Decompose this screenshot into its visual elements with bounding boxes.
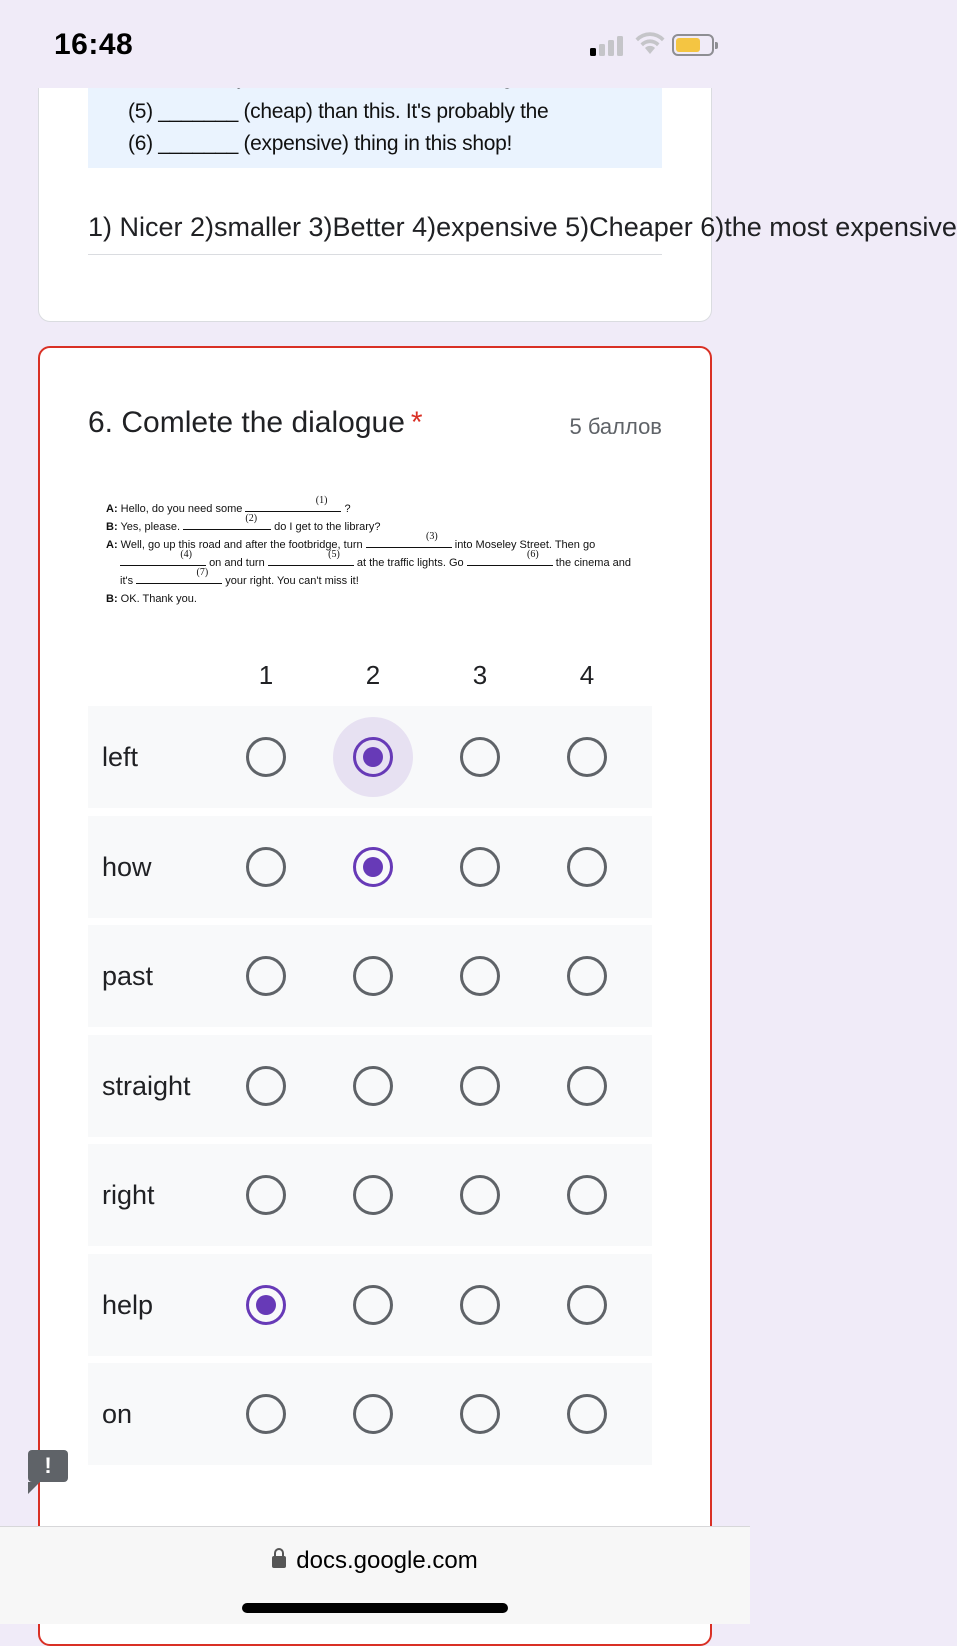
column-header: 2 [365, 660, 381, 690]
dialogue-line: A: Well, go up this road and after the footbridge, turn (3) into Moseley Street. Then go [106, 531, 596, 551]
radio-left-2[interactable] [353, 737, 393, 777]
radio-how-4[interactable] [567, 847, 607, 887]
radio-how-1[interactable] [246, 847, 286, 887]
status-bar [0, 0, 750, 88]
row-label: help [102, 1289, 154, 1320]
radio-straight-1[interactable] [246, 1066, 286, 1106]
exercise-line: (5) _______ (cheap) than this. It's probably the [128, 100, 549, 123]
radio-how-2[interactable] [353, 847, 393, 887]
radio-help-4[interactable] [567, 1285, 607, 1325]
question-card [38, 346, 712, 1646]
question-title-text: 6. Comlete the dialogue [88, 406, 405, 439]
radio-past-2[interactable] [353, 956, 393, 996]
radio-past-1[interactable] [246, 956, 286, 996]
radio-past-4[interactable] [567, 956, 607, 996]
radio-help-2[interactable] [353, 1285, 393, 1325]
radio-help-1[interactable] [246, 1285, 286, 1325]
radio-straight-3[interactable] [460, 1066, 500, 1106]
signal-icon [590, 34, 626, 56]
radio-right-2[interactable] [353, 1175, 393, 1215]
grid-row-left [88, 706, 652, 808]
grid-row-help [88, 1254, 652, 1356]
row-label: how [102, 851, 152, 882]
radio-on-2[interactable] [353, 1394, 393, 1434]
row-label: past [102, 961, 154, 991]
radio-past-3[interactable] [460, 956, 500, 996]
dialogue-line: it's (7) your right. You can't miss it! [120, 567, 359, 587]
radio-right-1[interactable] [246, 1175, 286, 1215]
grid-row-straight [88, 1035, 652, 1137]
row-label: right [102, 1180, 155, 1210]
exercise-line: (6) _______ (expensive) thing in this shop! [128, 132, 513, 155]
question-title [88, 406, 423, 440]
dialogue-line: A: Hello, do you need some (1) ? [106, 495, 351, 515]
dialogue-line: (4) on and turn (5) at the traffic lights. Go (6) the cinema and [106, 554, 666, 572]
question-points: 5 баллов [569, 414, 662, 439]
dialogue-line: B: OK. Thank you. [106, 593, 197, 605]
radio-left-3[interactable] [460, 737, 500, 777]
grid-column-headers [40, 660, 714, 700]
browser-address-bar[interactable] [0, 1526, 750, 1624]
radio-straight-4[interactable] [567, 1066, 607, 1106]
radio-on-3[interactable] [460, 1394, 500, 1434]
radio-how-3[interactable] [460, 847, 500, 887]
radio-on-1[interactable] [246, 1394, 286, 1434]
radio-left-1[interactable] [246, 737, 286, 777]
grid-row-on [88, 1363, 652, 1465]
short-answer-input[interactable]: 1) Nicer 2)smaller 3)Better 4)expensive 5)Cheaper 6)the most expensive [88, 212, 957, 242]
grid-row-past [88, 925, 652, 1027]
radio-right-4[interactable] [567, 1175, 607, 1215]
row-label: on [102, 1399, 133, 1429]
dialogue-line: B: Yes, please. (2) do I get to the library? [106, 513, 381, 533]
url-text: docs.google.com [296, 1547, 478, 1574]
lock-icon [272, 1556, 286, 1568]
row-label: left [102, 742, 139, 772]
radio-help-3[interactable] [460, 1285, 500, 1325]
report-feedback-button[interactable]: ! [28, 1450, 68, 1482]
home-indicator[interactable] [242, 1603, 508, 1613]
radio-straight-2[interactable] [353, 1066, 393, 1106]
answer-underline [88, 254, 662, 255]
column-header: 4 [579, 660, 595, 690]
url-display[interactable] [0, 1547, 750, 1575]
column-header: 1 [258, 660, 274, 690]
grid-row-how [88, 816, 652, 918]
row-label: straight [102, 1070, 191, 1101]
grid-row-right [88, 1144, 652, 1246]
battery-icon [672, 34, 714, 56]
radio-right-3[interactable] [460, 1175, 500, 1215]
required-asterisk: * [410, 406, 423, 439]
column-header: 3 [472, 660, 488, 690]
status-time: 16:48 [54, 28, 134, 61]
exercise-image [88, 80, 662, 168]
dialogue-image [106, 495, 666, 608]
radio-left-4[interactable] [567, 737, 607, 777]
wifi-icon [634, 30, 666, 56]
radio-on-4[interactable] [567, 1394, 607, 1434]
